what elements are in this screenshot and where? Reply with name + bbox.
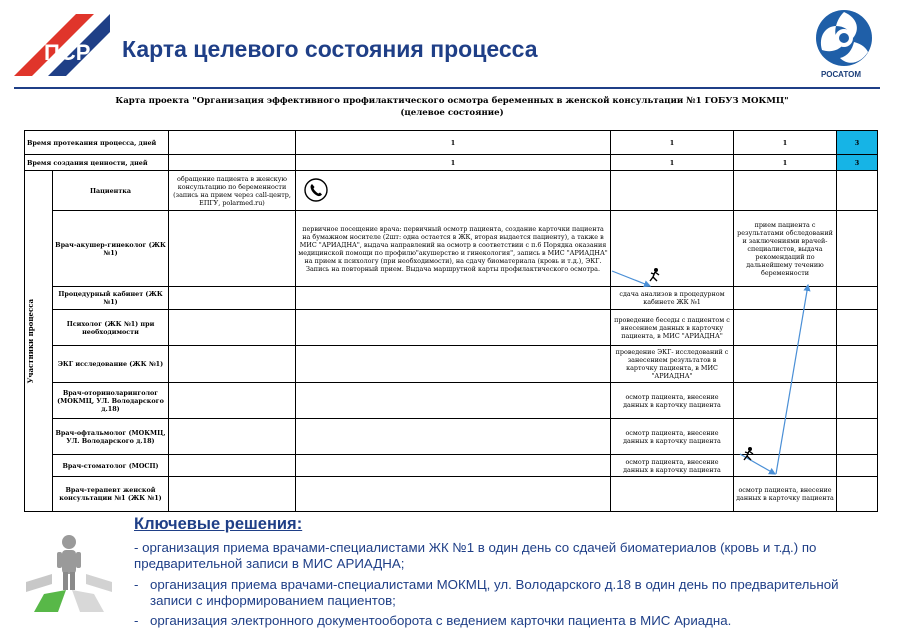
empty-cell bbox=[837, 419, 878, 455]
time-process-value-1: 1 bbox=[296, 131, 611, 155]
empty-cell bbox=[296, 383, 611, 419]
empty-cell bbox=[169, 310, 296, 346]
ent-exam-cell: осмотр пациента, внесение данных в карточку пациента bbox=[611, 383, 734, 419]
empty-cell bbox=[296, 419, 611, 455]
row-label-ophthalmologist: Врач-офтальмолог (МОКМЦ, УЛ. Володарского д.18) bbox=[53, 419, 169, 455]
bullet-dash: - bbox=[134, 613, 139, 628]
empty-cell bbox=[169, 131, 296, 155]
phone-cell bbox=[296, 171, 611, 211]
empty-cell bbox=[611, 477, 734, 512]
empty-cell bbox=[611, 171, 734, 211]
decision-item-2: организация приема врачами-специалистами МОКМЦ, ул. Володарского д.18 в один день по предварительной записи с информированием пациентов; bbox=[150, 577, 839, 608]
empty-cell bbox=[734, 287, 837, 310]
decision-person-icon bbox=[24, 532, 114, 614]
row-ecg bbox=[25, 346, 878, 383]
card-title-line2: (целевое состояние) bbox=[400, 108, 504, 118]
empty-cell bbox=[734, 455, 837, 477]
card-title bbox=[24, 95, 880, 119]
time-value-value-2: 1 bbox=[611, 155, 734, 171]
time-value-value-1: 1 bbox=[296, 155, 611, 171]
empty-cell bbox=[169, 287, 296, 310]
first-visit-cell: первичное посещение врача: первичный осмотр пациента, создание карточки пациента на бумажном носителе (2шт: одна остается в ЖК, вторая выдается пациенту), а также в МИС "АРИАДНА", выдача направлений на осмотр в соответствии с п.6 Порядка оказания медицинской помощи по профилю"акушерство и гинекология", запись в МИС "АРИАДНА" на прием к психологу (при необходимости), на сдачу биоматериала (кровь и т.д.), ЭКГ. Запись на повторный прием. Выдача маршрутной карты профилактического осмотра. bbox=[296, 211, 611, 287]
time-value-row bbox=[25, 155, 878, 171]
rosatom-logo bbox=[806, 8, 876, 88]
empty-cell bbox=[837, 477, 878, 512]
row-psychologist bbox=[25, 310, 878, 346]
empty-cell bbox=[296, 455, 611, 477]
empty-cell bbox=[296, 310, 611, 346]
empty-cell bbox=[169, 477, 296, 512]
time-process-value-3: 1 bbox=[734, 131, 837, 155]
empty-cell bbox=[296, 287, 611, 310]
row-label-procedure: Процедурный кабинет (ЖК №1) bbox=[53, 287, 169, 310]
empty-cell bbox=[734, 346, 837, 383]
empty-cell bbox=[837, 383, 878, 419]
card-title-line1: Карта проекта "Организация эффективного профилактического осмотра беременных в женской консультации №1 ГОБУЗ МОКМЦ" bbox=[115, 96, 789, 106]
psr-logo-text: ПСР bbox=[44, 40, 91, 65]
ecg-cell: проведение ЭКГ- исследований с занесением результатов в карточку пациента, в МИС "АРИАДНА" bbox=[611, 346, 734, 383]
row-dentist bbox=[25, 455, 878, 477]
dent-exam-cell: осмотр пациента, внесение данных в карточку пациента bbox=[611, 455, 734, 477]
psr-logo bbox=[14, 14, 110, 78]
ther-exam-cell: осмотр пациента, внесение данных в карточку пациента bbox=[734, 477, 837, 512]
time-value-label: Время создания ценности, дней bbox=[25, 155, 169, 171]
tests-cell: сдача анализов в процедурном кабинете ЖК №1 bbox=[611, 287, 734, 310]
row-label-therapist: Врач-терапевт женской консультации №1 (ЖК №1) bbox=[53, 477, 169, 512]
bullet-dash: - bbox=[134, 577, 139, 592]
repeat-visit-cell: прием пациента с результатами обследований и заключениями врачей-специалистов, выдача рекомендаций по дальнейшему течению беременности bbox=[734, 211, 837, 287]
patient-request-cell: обращение пациента в женскую консультацию по беременности (запись на прием через call-центр, ЕПГУ, polarmed.ru) bbox=[169, 171, 296, 211]
row-therapist bbox=[25, 477, 878, 512]
empty-cell bbox=[296, 346, 611, 383]
empty-cell bbox=[169, 211, 296, 287]
psych-talk-cell: проведение беседы с пациентом с внесением данных в карточку пациента, в МИС "АРИАДНА" bbox=[611, 310, 734, 346]
empty-cell bbox=[611, 211, 734, 287]
row-label-psychologist: Психолог (ЖК №1) при необходимости bbox=[53, 310, 169, 346]
empty-cell bbox=[837, 211, 878, 287]
header-divider bbox=[14, 87, 880, 89]
empty-cell bbox=[734, 383, 837, 419]
time-process-total: 3 bbox=[837, 131, 878, 155]
empty-cell bbox=[734, 310, 837, 346]
rosatom-logo-text: РОСАТОМ bbox=[821, 70, 861, 79]
time-value-value-3: 1 bbox=[734, 155, 837, 171]
row-ophthalmologist bbox=[25, 419, 878, 455]
empty-cell bbox=[169, 455, 296, 477]
key-decisions-title: Ключевые решения: bbox=[134, 515, 303, 533]
row-label-ent: Врач-оториноларинголог (МОКМЦ, УЛ. Володарского д.18) bbox=[53, 383, 169, 419]
empty-cell bbox=[837, 346, 878, 383]
phone-icon bbox=[304, 178, 328, 204]
row-label-ecg: ЭКГ исследование (ЖК №1) bbox=[53, 346, 169, 383]
row-patient bbox=[25, 171, 878, 211]
eye-exam-cell: осмотр пациента, внесение данных в карточку пациента bbox=[611, 419, 734, 455]
row-label-dentist: Врач-стоматолог (МОСП) bbox=[53, 455, 169, 477]
participants-label: Участники процесса bbox=[26, 298, 35, 384]
time-value-total: 3 bbox=[837, 155, 878, 171]
empty-cell bbox=[169, 346, 296, 383]
time-process-value-2: 1 bbox=[611, 131, 734, 155]
row-procedure bbox=[25, 287, 878, 310]
row-obgyn bbox=[25, 211, 878, 287]
empty-cell bbox=[296, 477, 611, 512]
participants-cell bbox=[25, 171, 53, 512]
empty-cell bbox=[837, 455, 878, 477]
empty-cell bbox=[837, 171, 878, 211]
empty-cell bbox=[169, 383, 296, 419]
empty-cell bbox=[734, 171, 837, 211]
decision-item-1: - организация приема врачами-специалистами ЖК №1 в один день со сдачей биоматериалов (кровь и т.д.) по предварительной записи в МИС АРИАДНА; bbox=[134, 540, 817, 571]
process-map-table bbox=[24, 130, 878, 512]
time-process-label: Время протекания процесса, дней bbox=[25, 131, 169, 155]
empty-cell bbox=[734, 419, 837, 455]
empty-cell bbox=[169, 155, 296, 171]
empty-cell bbox=[169, 419, 296, 455]
time-process-row bbox=[25, 131, 878, 155]
decision-item-3: организация электронного документооборота с ведением карточки пациента в МИС Ариадна. bbox=[150, 613, 732, 628]
empty-cell bbox=[837, 287, 878, 310]
row-ent bbox=[25, 383, 878, 419]
page-title: Карта целевого состояния процесса bbox=[122, 36, 538, 62]
row-label-obgyn: Врач-акушер-гинеколог (ЖК №1) bbox=[53, 211, 169, 287]
row-label-patient: Пациентка bbox=[53, 171, 169, 211]
empty-cell bbox=[837, 310, 878, 346]
